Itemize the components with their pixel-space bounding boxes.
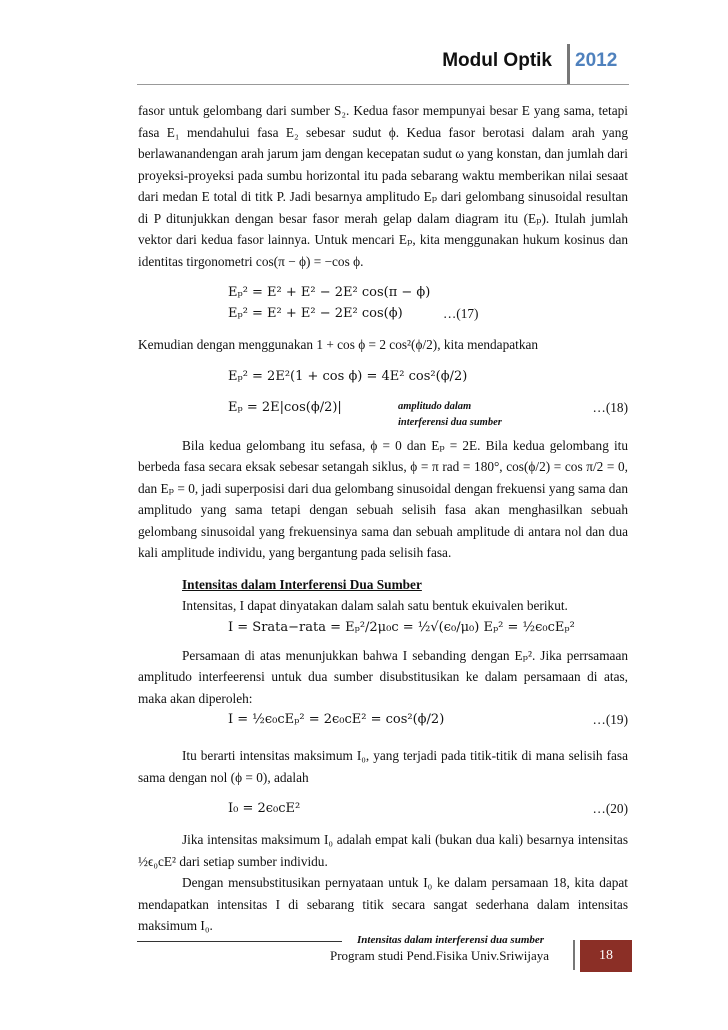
footer-rule: [137, 941, 342, 942]
footer-caption: Intensitas dalam interferensi dua sumber: [357, 934, 545, 946]
paragraph-persamaan: Persamaan di atas menunjukkan bahwa I sebanding dengan Eₚ². Jika perrsamaan amplitudo interfeerensi untuk dua sumber disubstitusikan ke dalam persamaan di atas, maka akan diperoleh:: [138, 647, 628, 706]
page-body: [138, 100, 628, 937]
paragraph-intensitas: Intensitas, I dapat dinyatakan dalam salah satu bentuk ekuivalen berikut.: [182, 598, 568, 613]
footer-divider: [573, 940, 575, 970]
equation-17b: Eₚ² = E² + E² − 2E² cos(ϕ) …(17): [138, 303, 628, 324]
paragraph-maksimum: Itu berarti intensitas maksimum I₀, yang terjadi pada titik-titik di mana selisih fasa sama dengan nol (ϕ = 0), adalah: [138, 748, 628, 785]
equation-20: I₀ = 2ϵ₀cE² …(20): [138, 798, 628, 819]
page-header: [0, 44, 728, 88]
section-title: Intensitas dalam Interferensi Dua Sumber: [182, 576, 422, 592]
equation-20-ref: …(20): [592, 801, 628, 816]
equation-18-ref: …(18): [592, 399, 628, 415]
header-year: 2012: [575, 50, 618, 71]
equation-18b: Eₚ = 2E|cos(ϕ/2)| amplitudo dalam interferensi dua sumber …(18): [138, 397, 628, 435]
equation-17a: Eₚ² = E² + E² − 2E² cos(π − ϕ): [228, 285, 431, 300]
paragraph-sefasa: Bila kedua gelombang itu sefasa, ϕ = 0 dan Eₚ = 2E. Bila kedua gelombang itu berbeda fasa secara eksak sebesar setangah siklus, ϕ = π rad = 180°, cos(ϕ/2) = cos π/2 = 0, dan Eₚ = 0, jadi superposisi dari dua gelombang sinusoidal dengan frekuensi yang sama dan amplitudo yang sama tetapi dengan sebuah selisih fasa akan menghasilkan sebuah gelombang sinusoidal yang frekuensinya sama dan sebuah amplitude di antara nol dan dua kali amplitude individu, yang bergantung pada selisih fasa.: [138, 437, 628, 560]
equation-19-ref: …(19): [592, 712, 628, 727]
equation-intensity: I = Srata−rata = Eₚ²/2μ₀c = ½√(ϵ₀/μ₀) Eₚ² = ½ϵ₀cEₚ²: [228, 619, 575, 635]
paragraph-kemudian: Kemudian dengan menggunakan 1 + cos ϕ = 2 cos²(ϕ/2), kita mendapatkan: [138, 337, 539, 352]
page-number: 18: [580, 940, 632, 972]
equation-18a: Eₚ² = 2E²(1 + cos ϕ) = 4E² cos²(ϕ/2): [228, 368, 468, 384]
equation-19: I = ½ϵ₀cEₚ² = 2ϵ₀cE² = cos²(ϕ/2) …(19): [138, 709, 628, 735]
paragraph-substitusi: Dengan mensubstitusikan pernyataan untuk I₀ ke dalam persamaan 18, kita dapat mendapatkan intensitas I di sebarang titik secara sangat sederhana dalam intensitas maksimum I₀.: [138, 875, 628, 933]
footer-program: Program studi Pend.Fisika Univ.Sriwijaya: [330, 948, 550, 963]
paragraph-empat-kali: Jika intensitas maksimum I₀ adalah empat kali (bukan dua kali) besarnya intensitas ½ϵ₀cE² dari setiap sumber individu.: [138, 832, 628, 869]
paragraph-fasor: fasor untuk gelombang dari sumber S₂. Kedua fasor mempunyai besar E yang sama, tetapi fasa E₁ mendahului fasa E₂ sebesar sudut ϕ. Kedua fasor berotasi dalam arah yang berlawanandengan arah jarum jam dengan kecepatan sudut ω yang konstan, dan jumlah dari proyeksi-proyeksi pada sumbu horizontal itu pada sebarang waktu memberikan nilai sesaat dari medan E total di titk P. Jadi besarnya amplitudo Eₚ dari gelombang sinusoidal resultan di P ditunjukkan dengan besar fasor merah gelap dalam diagram itu (Eₚ). Itulah jumlah vektor dari kedua fasor lainnya. Untuk mencari Eₚ, kita menggunakan hukum kosinus dan identitas tirgonometri cos(π − ϕ) = −cos ϕ.: [138, 103, 628, 269]
equation-17-ref: …(17): [443, 306, 479, 321]
header-rule: [137, 84, 629, 85]
equation-18-annotation-line1: amplitudo dalam: [398, 400, 472, 412]
equation-18-annotation-line2: interferensi dua sumber: [398, 416, 502, 428]
header-divider: [567, 44, 570, 84]
header-title: Modul Optik: [442, 50, 552, 71]
